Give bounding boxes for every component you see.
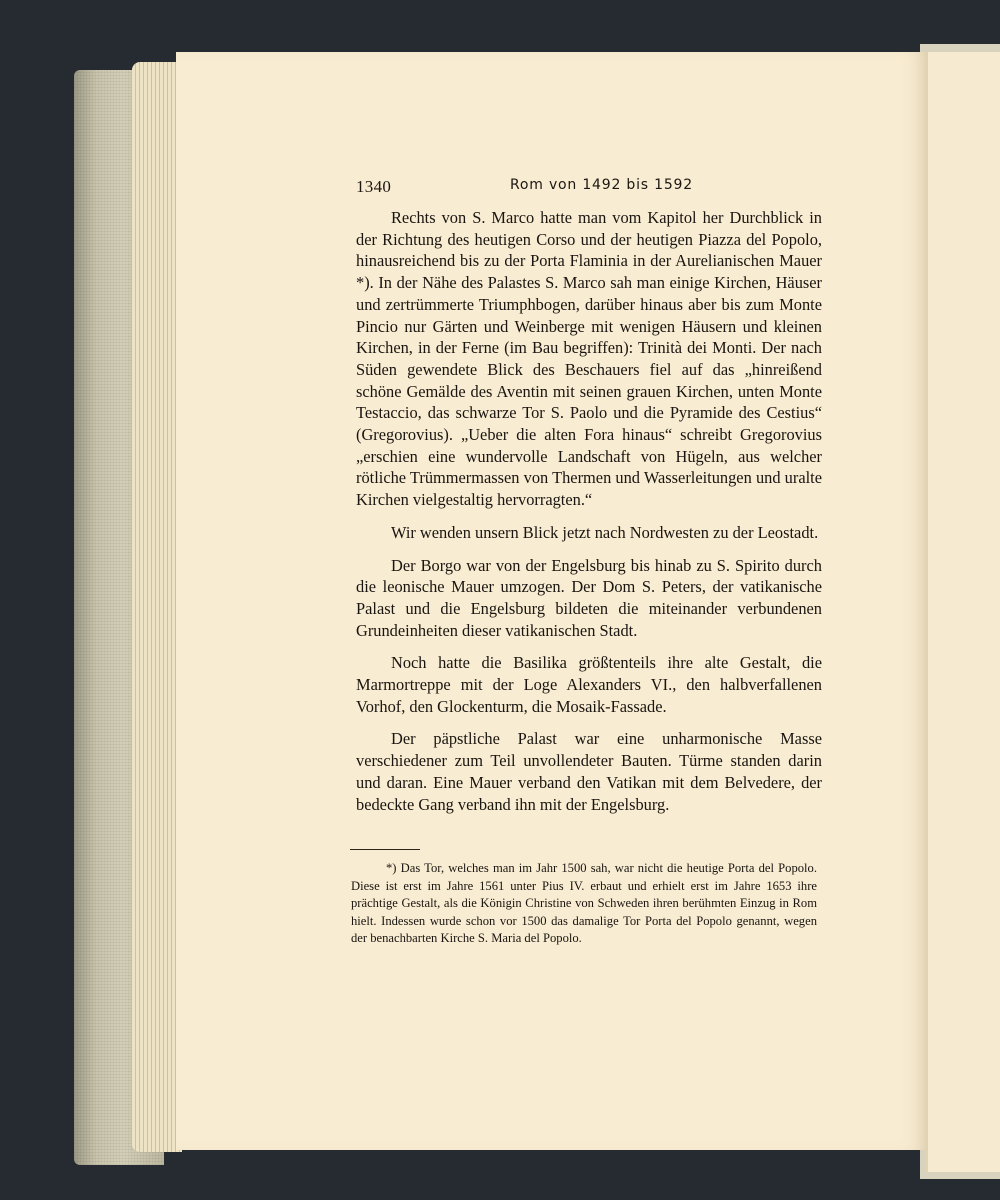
page-number: 1340 [356,177,392,196]
paragraph: Der Borgo war von der Engelsburg bis hinab zu S. Spirito durch die leonische Mauer umzogen. Der Dom S. Peters, der vatikanische Palast und die Engelsburg bildeten die miteinander verbundenen Grundeinheiten dieser vatikanischen Stadt. [356,555,822,640]
page-header [356,177,816,199]
body-text [356,207,822,826]
page-edges [132,62,182,1152]
paragraph: Der päpstliche Palast war eine unharmonische Masse verschiedener zum Teil unvollendeter Bauten. Türme standen darin und daran. Eine Mauer verband den Vatikan mit dem Belvedere, der bedeckte Gang verband ihn mit der Engelsburg. [356,729,822,814]
footnote: *) Das Tor, welches man im Jahr 1500 sah, war nicht die heutige Porta del Popolo. Diese ist erst im Jahre 1561 unter Pius IV. erbaut und erhielt erst im Jahre 1653 ihre prächtige Gestalt, als die Königin Christine von Schweden ihren berühmten Einzug in Rom hielt. Indessen wurde schon vor 1500 das damalige Tor Porta del Popolo genannt, wegen der benachbarten Kirche S. Maria del Popolo. [351,861,817,945]
facing-page [926,52,1000,1172]
paragraph: Wir wenden unsern Blick jetzt nach Nordwesten zu der Leostadt. [391,522,819,542]
footnote-divider [350,849,420,850]
running-title: Rom von 1492 bis 1592 [510,177,693,193]
book-page [176,52,928,1150]
paragraph: Noch hatte die Basilika größtenteils ihre alte Gestalt, die Marmortreppe mit der Loge Alexanders VI., den halbverfallenen Vorhof, den Glockenturm, die Mosaik-Fassade. [356,653,822,716]
paragraph: Rechts von S. Marco hatte man vom Kapitol her Durchblick in der Richtung des heutigen Corso und der heutigen Piazza del Popolo, hinausreichend bis zu der Porta Flaminia in der Aurelianischen Mauer *). In der Nähe des Palastes S. Marco sah man einige Kirchen, Häuser und zertrümmerte Triumphbogen, darüber hinaus aber bis zum Monte Pincio nur Gärten und Weinberge mit wenigen Häusern und kleinen Kirchen, in der Ferne (im Bau begriffen): Trinità dei Monti. Der nach Süden gewendete Blick des Beschauers fiel auf das „hinreißend schöne Gemälde des Aventin mit seinen grauen Kirchen, unten Monte Testaccio, das schwarze Tor S. Paolo und die Pyramide des Cestius“ (Gregorovius). „Ueber die alten Fora hinaus“ schreibt Gregorovius „erschien eine wundervolle Landschaft von Hügeln, aus welcher rötliche Trümmermassen von Thermen und Wasserleitungen und uralte Kirchen vielgestaltig hervorragten.“ [356,208,822,510]
